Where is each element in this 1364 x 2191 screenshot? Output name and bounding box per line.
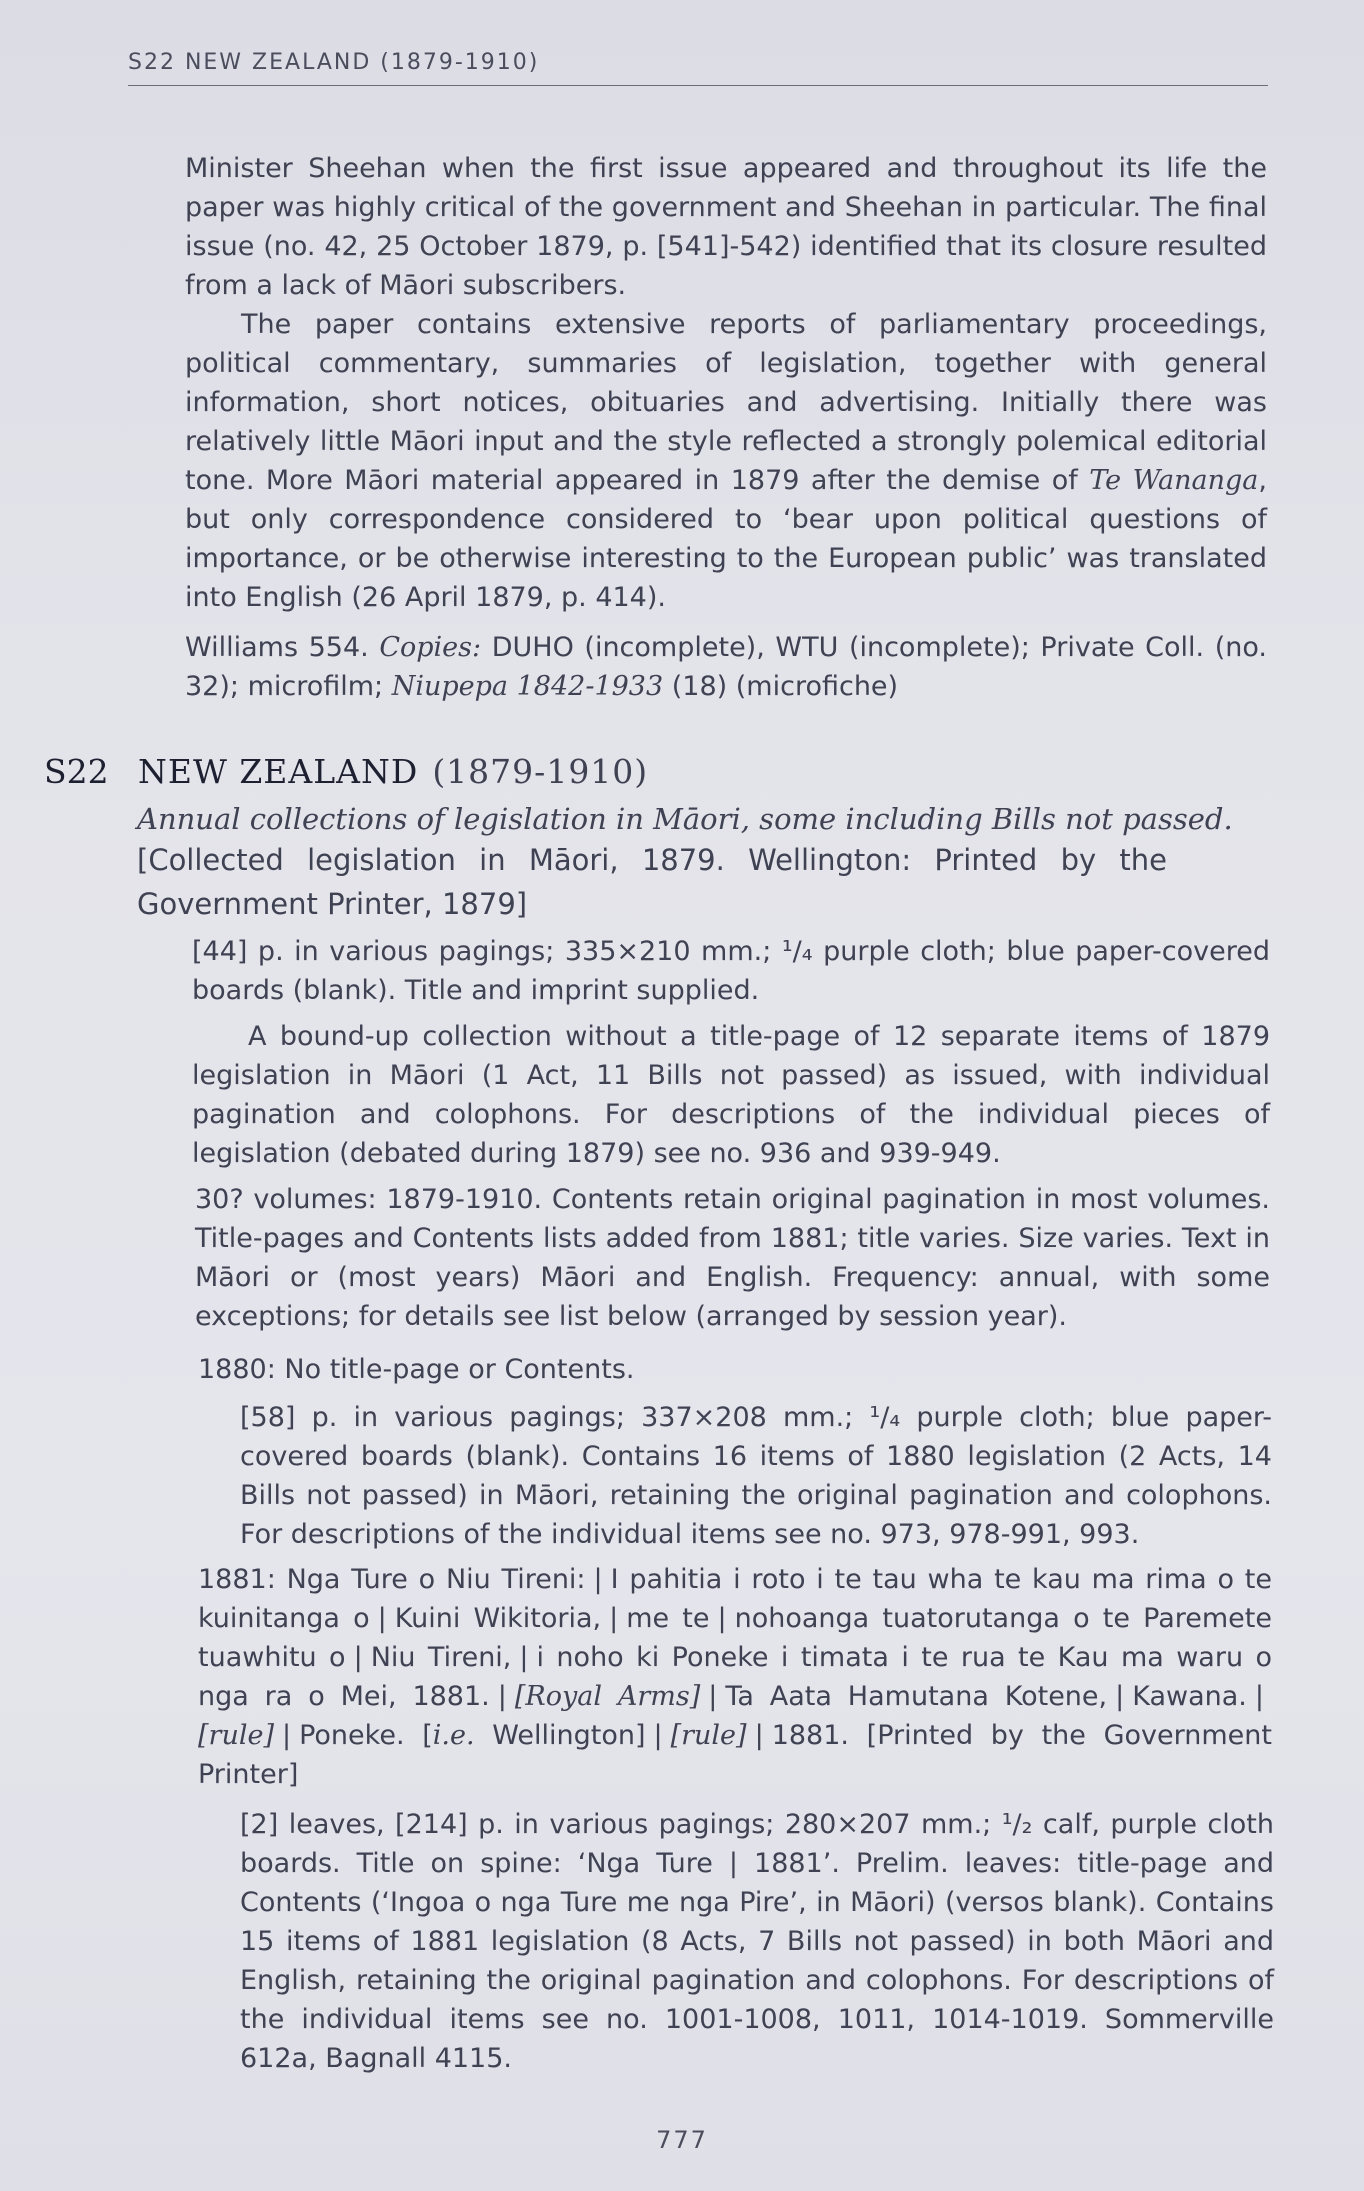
year-1881-transcription: 1881: Nga Ture o Niu Tireni: | I pahitia i roto i te tau wha te kau ma rima o te kuinitanga o | Kuini Wikitoria, | me te | nohoanga tuatorutanga o te Paremete tuawhitu o | Niu Tireni, | i noho ki Poneke i timata i te rua te Kau ma waru o nga ra o Mei, 1881. | [Royal Arms] | Ta Aata Hamutana Kotene, | Kawana. |[rule] | Poneke. [i.e. Wellington] | [rule] | 1881. [Printed by the Government Printer] — [198, 1564, 1273, 1790]
entry-imprint: [Collected legislation in Māori, 1879. Wellington: Printed by the Government Printer, 1879] — [137, 843, 1167, 921]
running-head: S22 NEW ZEALAND (1879-1910) — [128, 50, 1268, 86]
intro-paragraph-2: The paper contains extensive reports of parliamentary proceedings, political commentary, summaries of legislation, together with general information, short notices, obituaries and advertising. Initially there was relatively little Māori input and the style reflected a strongly polemical editorial tone. More Māori material appeared in 1879 after the demise of Te Wananga, but only correspondence considered to ‘bear upon political questions of importance, or be otherwise interesting to the European public’ was translated into English (26 April 1879, p. 414). — [185, 309, 1267, 613]
entry-alternate-title: Annual collections of legislation in Māori, some including Bills not passed. — [137, 802, 1233, 836]
italic-title: Te Wananga — [1089, 465, 1259, 496]
intro-references: Williams 554. Copies: DUHO (incomplete), WTU (incomplete); Private Coll. (no. 32); microfilm; Niupepa 1842-1933 (18) (microfiche) — [185, 632, 1267, 702]
entry-code: S22 — [44, 752, 109, 791]
intro-paragraph-1: Minister Sheehan when the first issue appeared and throughout its life the paper was highly critical of the government and Sheehan in particular. The final issue (no. 42, 25 October 1879, p. [541]-542) identified that its closure resulted from a lack of Māori subscribers. — [185, 153, 1267, 301]
year-1881-description: [2] leaves, [214] p. in various pagings; 280×207 mm.; ¹/₂ calf, purple cloth boards. Title on spine: ‘Nga Ture | 1881’. Prelim. leaves: title-page and Contents (‘Ingoa o nga Ture me nga Pire’, in Māori) (versos blank). Contains 15 items of 1881 legislation (8 Acts, 7 Bills not passed) in both Māori and English, retaining the original pagination and colophons. For descriptions of the individual items see no. 1001-1008, 1011, 1014-1019. Sommerville 612a, Bagnall 4115. — [240, 1809, 1274, 2074]
year-1880-description: [58] p. in various pagings; 337×208 mm.; ¹/₄ purple cloth; blue paper-covered boards (blank). Contains 16 items of 1880 legislation (2 Acts, 14 Bills not passed) in Māori, retaining the original pagination and colophons. For descriptions of the individual items see no. 973, 978-991, 993. — [240, 1402, 1272, 1550]
entry-volumes: 30? volumes: 1879-1910. Contents retain original pagination in most volumes. Title-pages and Contents lists added from 1881; title varies. Size varies. Text in Māori or (most years) Māori and English. Frequency: annual, with some exceptions; for details see list below (arranged by session year). — [195, 1184, 1270, 1332]
entry-note: A bound-up collection without a title-page of 12 separate items of 1879 legislation in Māori (1 Act, 11 Bills not passed) as issued, with individual pagination and colophons. For descriptions of the individual pieces of legislation (debated during 1879) see no. 936 and 939-949. — [192, 1021, 1270, 1169]
entry-dates: (1879-1910) — [432, 752, 649, 791]
page-number: 777 — [656, 2126, 708, 2154]
entry-collation: [44] p. in various pagings; 335×210 mm.; ¹/₄ purple cloth; blue paper-covered boards (blank). Title and imprint supplied. — [192, 936, 1271, 1006]
year-1880-heading: 1880: No title-page or Contents. — [198, 1354, 635, 1385]
entry-title: NEW ZEALAND — [138, 752, 419, 791]
entry-heading — [44, 752, 648, 791]
